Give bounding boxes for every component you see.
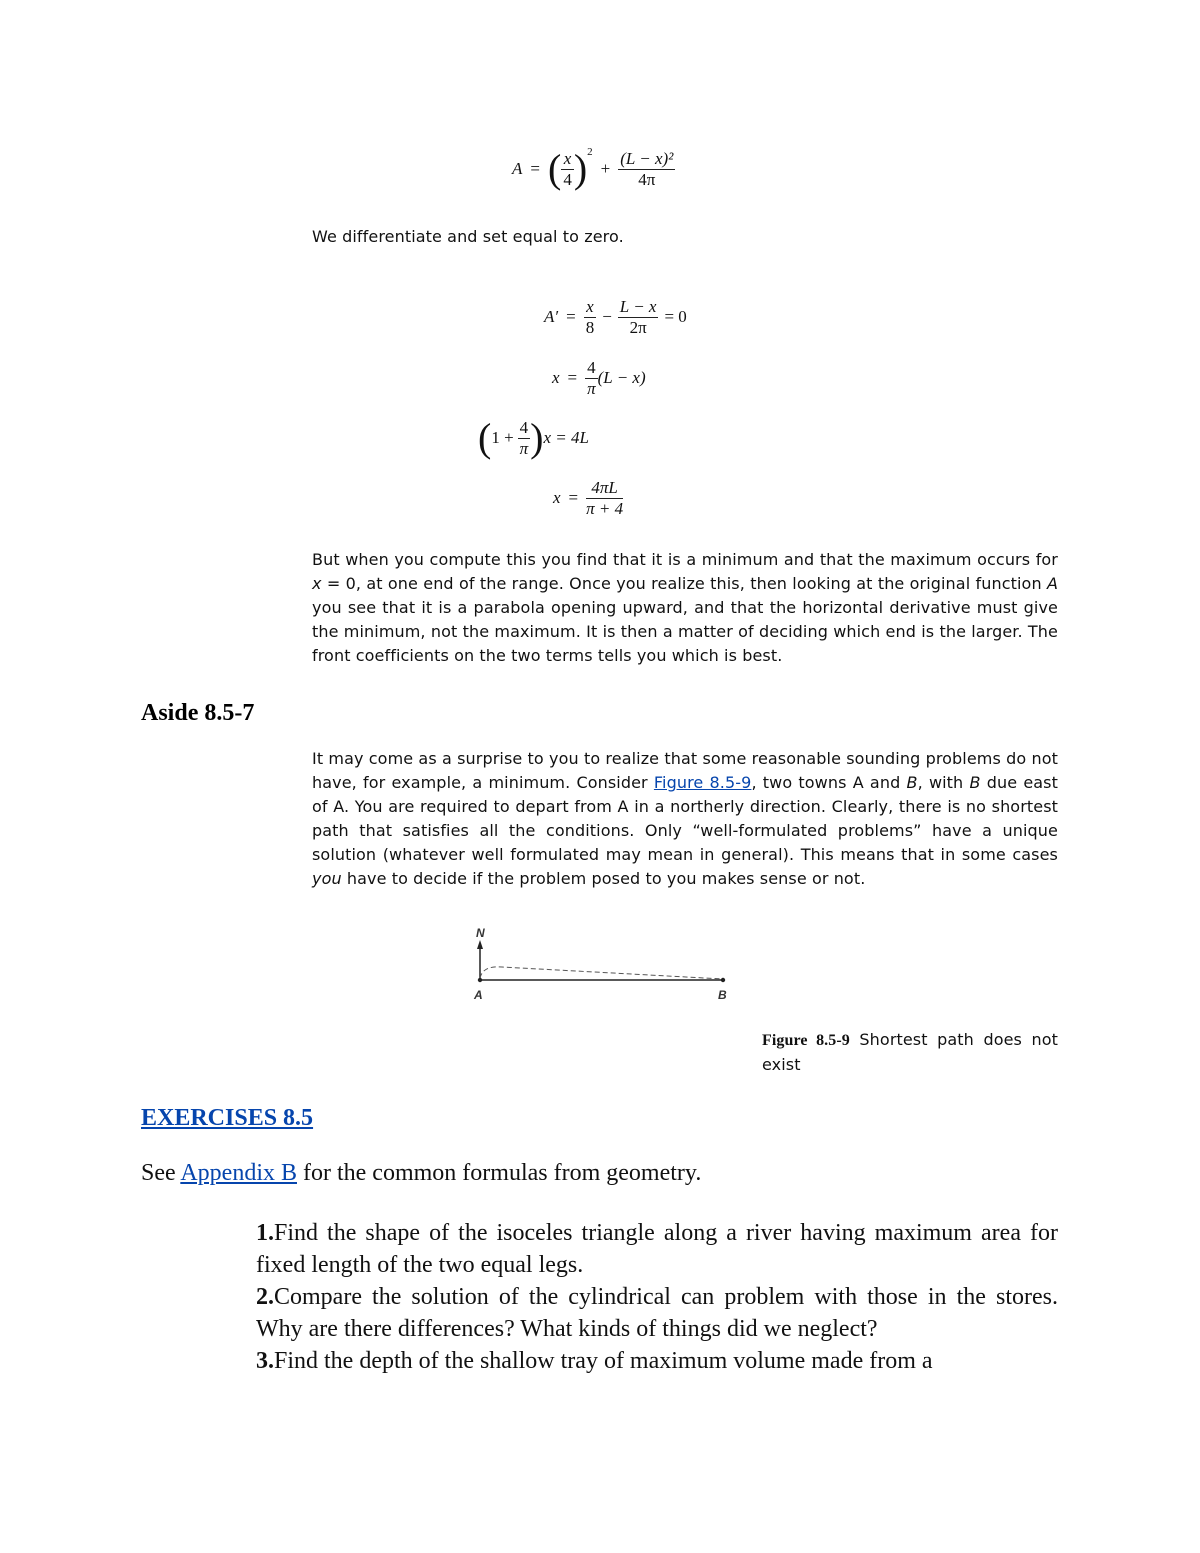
fraction-l-minus-x: $\frac{\text{(L − x)²}}{4\pi}$ [620, 148, 674, 189]
see-appendix-line: See Appendix B for the common formulas from geometry. [141, 1160, 702, 1186]
fraction-4-over-pi: $\frac{4}{\pi}$ [519, 417, 529, 458]
label-a: A [474, 988, 483, 1002]
derivative-line-2: x = $\frac{4}{\pi}$ (L − x) [552, 357, 646, 398]
exercise-3: 3.Find the depth of the shallow tray of maximum volume made from a [256, 1348, 933, 1374]
north-arrowhead [477, 940, 483, 949]
derivative-line-4: x = $\frac{4\pi L}{\pi + 4}$ [553, 477, 624, 518]
area-equation [512, 144, 675, 194]
eq-equals: = [530, 159, 540, 178]
left-paren: ( [547, 146, 562, 191]
exponent: 2 [587, 146, 593, 158]
derivative-line-1: A′ = $\frac{x}{8}$ − $\frac{L - x}{2\pi}$ = 0 [544, 296, 687, 337]
aside-heading: Aside 8.5-7 [141, 700, 255, 726]
exercise-list [256, 1217, 1058, 1377]
shortest-path-figure [468, 922, 748, 1012]
fraction-l-minus-x-over-2pi: $\frac{L - x}{2\pi}$ [619, 296, 657, 337]
fraction-4-over-pi: $\frac{4}{\pi}$ [587, 357, 596, 398]
fraction-x-over-4: $\frac{x}{4}$ [563, 148, 572, 189]
paragraph-minimum: But when you compute this you find that it is a minimum and that the maximum occurs for x = 0, at one end of the range. Once you realize this, then looking at the original function A you see that it is a parabola opening upward, and that the horizontal derivative must give the minimum, not the maximum. It is then a matter of deciding which end is the larger. The front coefficients on the two terms tells you which is best. [312, 550, 1058, 665]
derivative-line-3: ( 1 + $\frac{4}{\pi}$ ) x = 4L [478, 415, 589, 460]
figure-link[interactable]: Figure 8.5-9 [653, 773, 752, 792]
paragraph-differentiate: We differentiate and set equal to zero. [312, 227, 624, 246]
exercise-2: 2.Compare the solution of the cylindrical can problem with those in the stores. Why are there differences? What kinds of things did we neglect? [256, 1284, 1058, 1342]
fraction-4pil-over-pi-plus-4: $\frac{4\pi L}{\pi + 4}$ [586, 477, 624, 518]
dashed-path [480, 967, 723, 979]
right-paren: ) [573, 146, 588, 191]
label-b: B [718, 988, 727, 1002]
label-n: N [476, 926, 485, 940]
eq-lhs: A [512, 159, 523, 178]
figure-caption: Figure 8.5-9 Shortest path does not exist [762, 1030, 1058, 1074]
fraction-x-over-8: $\frac{x}{8}$ [585, 296, 595, 337]
point-b [721, 978, 725, 982]
point-a [478, 978, 482, 982]
exercise-1: 1.Find the shape of the isoceles triangle along a river having maximum area for fixed length of the two equal legs. [256, 1220, 1058, 1278]
paragraph-aside: It may come as a surprise to you to realize that some reasonable sounding problems do not have, for example, a minimum. Consider Figure 8.5-9, two towns A and B, with B due east of A. You are required to depart from A in a northerly direction. Clearly, there is no shortest path that satisfies all the conditions. Only “well-formulated problems” have a unique solution (whatever well formulated may mean in general). This means that in some cases you have to decide if the problem posed to you makes sense or not. [312, 749, 1058, 888]
exercises-heading[interactable]: EXERCISES 8.5 [141, 1105, 314, 1131]
plus-sign: + [600, 159, 611, 178]
appendix-link[interactable]: Appendix B [180, 1160, 297, 1186]
